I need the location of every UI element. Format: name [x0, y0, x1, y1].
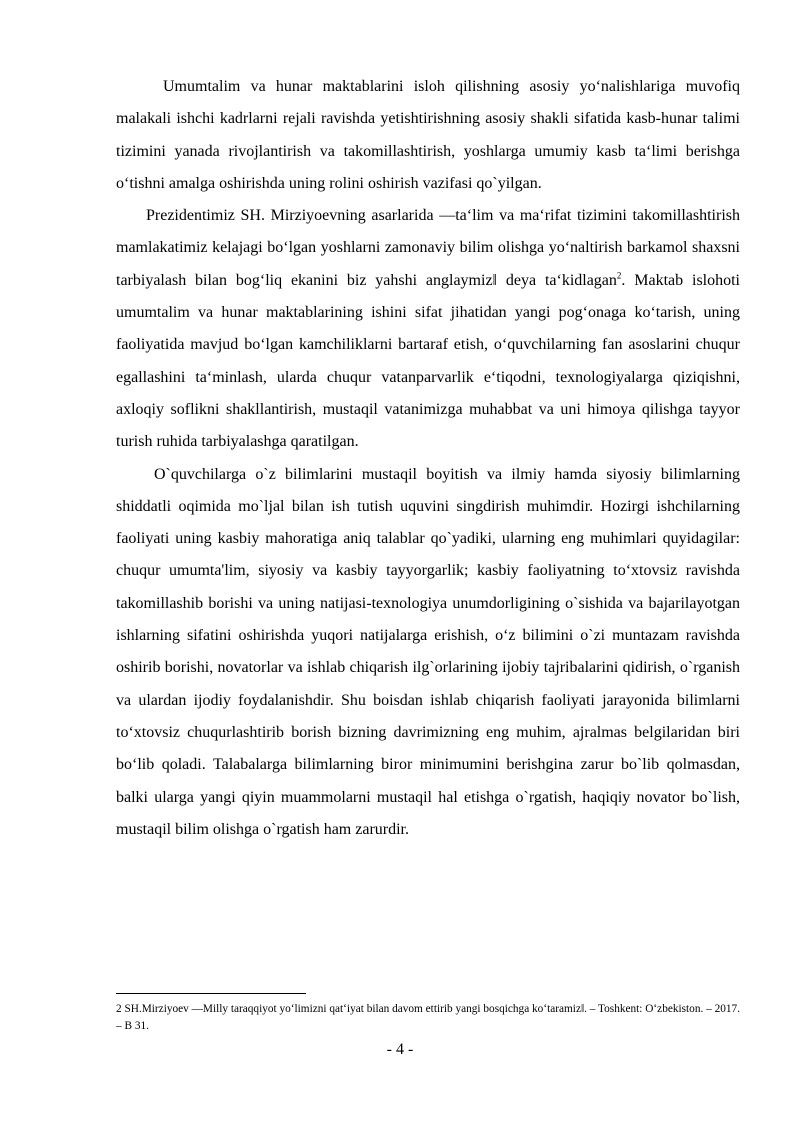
paragraph-2-text-after-note: . Maktab islohoti umumtalim va hunar maktablarining ishini sifat jihatidan yangi pog‘onaga ko‘tarish, uning faoliyatida mavjud bo‘lgan kamchiliklarni bartaraf etish, o‘quvchilarning fan asoslarini chuqur egallashini ta‘minlash, ularda chuqur vatanparvarlik e‘tiqodni, texnologiyalarga qiziqishni, axloqiy soflikni shakllantirish, mustaqil vatanimizga muhabbat va uni himoya qilishga tayyor turish ruhida tarbiyalashga qaratilgan. — [116, 271, 741, 451]
paragraph-2 — [116, 200, 740, 458]
paragraph-1: Umumtalim va hunar maktablarini isloh qilishning asosiy yo‘nalishlariga muvofiq malakali ishchi kadrlarni rejali ravishda yetishtirishning asosiy shakli sifatida kasb-hunar talimi tizimini yanada rivojlantirish va takomillashtirish, yoshlarga umumiy kasb ta‘limi berishga o‘tishni amalga oshirishda uning rolini oshirish vazifasi qo`yilgan. — [116, 78, 740, 192]
footnote-separator — [116, 993, 306, 994]
page-number: - 4 - — [386, 1041, 414, 1058]
footnote-reference[interactable]: 2 — [616, 270, 622, 281]
paragraph-2-text-before-note: Prezidentimiz SH. Mirziyoevning asarlarida ―ta‘lim va ma‘rifat tizimini takomillashtirish mamlakatimiz kelajagi bo‘lgan yoshlarni zamonaviy bilim olishga yo‘naltirish barkamol shaxsni tarbiyalash bilan bog‘liq ekanini biz yahshi anglaymiz‖ deya ta‘kidlagan — [116, 207, 740, 289]
paragraph-3: O`quvchilarga o`z bilimlarini mustaqil boyitish va ilmiy hamda siyosiy bilimlarning shiddatli oqimida mo`ljal bilan ish tutish uquvini singdirish muhimdir. Hozirgi ishchilarning faoliyati uning kasbiy mahoratiga aniq talablar qo`yadiki, ularning eng muhimlari quyidagilar: chuqur umumta'lim, siyosiy va kasbiy tayyorgarlik; kasbiy faoliyatning to‘xtovsiz ravishda takomillashib borishi va uning natijasi-texnologiya unumdorligining o`sishida va bajarilayotgan ishlarning sifatini oshirishda yuqori natijalarga erishish, o‘z bilimini o`zi muntazam ravishda oshirib borishi, novatorlar va ishlab chiqarish ilg`orlarining ijobiy tajribalarini qidirish, o`rganish va ulardan ijodiy foydalanishdir. Shu boisdan ishlab chiqarish faoliyati jarayonida bilimlarni to‘xtovsiz chuqurlashtirib borish bizning davrimizning eng muhim, ajralmas belgilaridan biri bo‘lib qoladi. Talabalarga bilimlarning biror minimumini berishgina zarur bo`lib qolmasdan, balki ularga yangi qiyin muammolarni mustaqil hal etishga o`rgatish, haqiqiy novator bo`lish, mustaqil bilim olishga o`rgatish ham zarurdir. — [116, 465, 740, 838]
footnote: 2 SH.Mirziyoev ―Milly taraqqiyot yo‘limizni qat‘iyat bilan davom ettirib yangi bosqichga ko‘taramiz‖. – Toshkent: O‘zbekiston. – 2017. – B 31. — [116, 1003, 741, 1032]
body-text — [116, 71, 740, 846]
